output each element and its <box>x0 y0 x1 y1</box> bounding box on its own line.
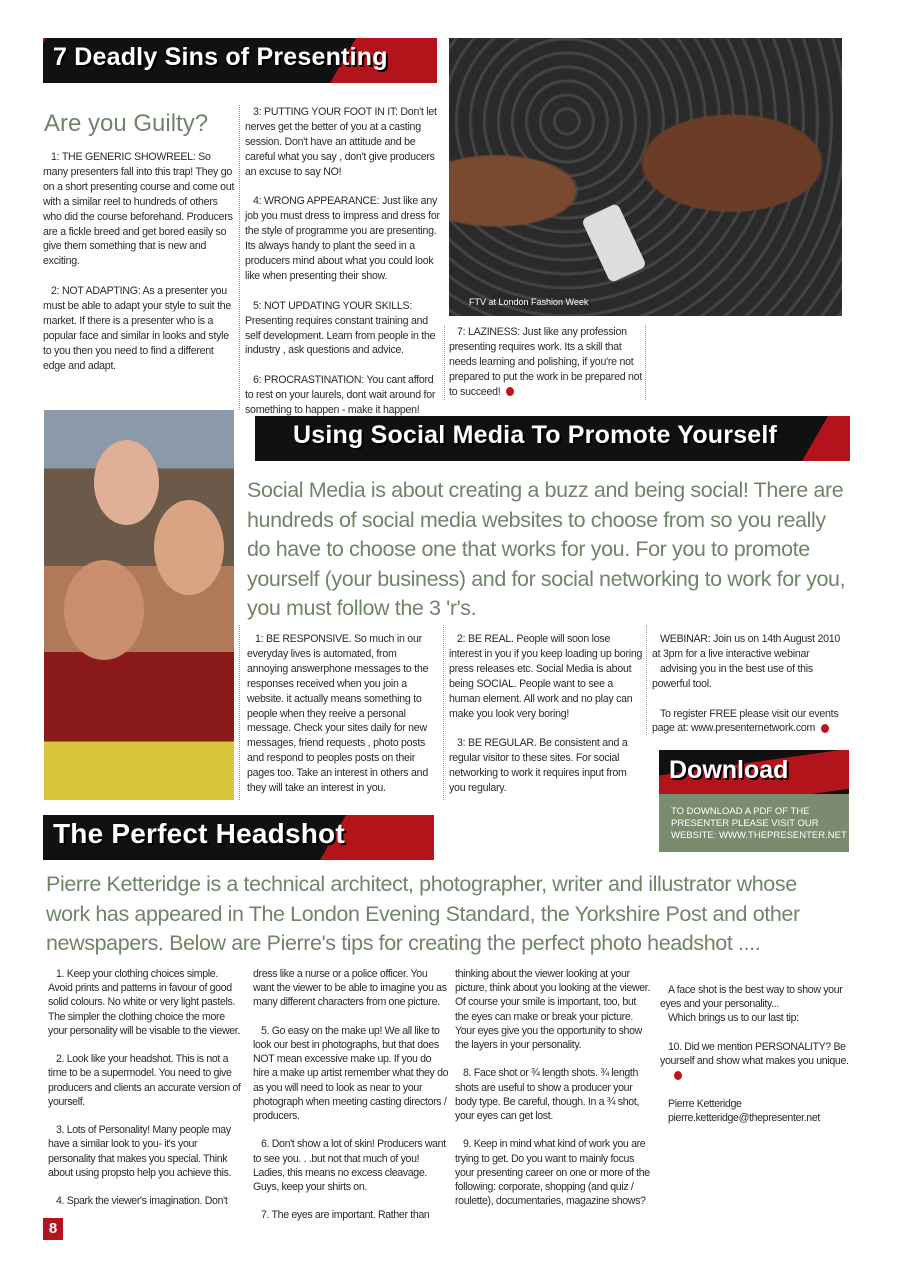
sins-column-2 <box>245 105 440 433</box>
headshot-column-4 <box>660 983 852 1139</box>
headshot-column-2 <box>253 967 449 1237</box>
sin-6: 6: PROCRASTINATION: You cant afford to rest on your laurels, dont wait around for something to happen - make it happen! <box>245 374 436 417</box>
tip-responsive: 1: BE RESPONSIVE. So much in our everyday lives is automated, from annoying answerphone messages to the responses received when you join a website. it actually means something to people when they reeive a personal message. Check your sites daily for new messages, friend requests , photo posts and respond to peoples posts on their pages too. Take an interest in others and they will take an interest in you. <box>247 633 429 795</box>
social-column-1 <box>247 632 439 811</box>
tip-10: 10. Did we mention PERSONALITY? Be yourself and show what makes you unique. <box>660 1040 849 1067</box>
tip-real: 2: BE REAL. People will soon lose interest in you if you keep loading up boring press releases etc. Social Media is about being SOCIAL. People want to see a human element. All work and no play can make you look very boring! <box>449 633 643 720</box>
end-bullet-icon <box>821 724 829 733</box>
column-divider <box>645 325 646 400</box>
download-text[interactable]: TO DOWNLOAD A PDF OF THE PRESENTER PLEASE VISIT OUR WEBSITE: WWW.THEPRESENTER.NET <box>659 794 849 852</box>
tip-1: 1. Keep your clothing choices simple. Avoid prints and patterns in favour of good solid colours. No white or very light pastels. The simpler the clothing choice the more your personality will be visable to the viewer. <box>48 968 240 1037</box>
webinar-text-cont: advising you in the best use of this powerful tool. <box>652 662 813 690</box>
sin-2: 2: NOT ADAPTING: As a presenter you must be able to adapt your style to suit the market. If there is a presenter who is a popular face and similar in looks and style to you then you need to find a different edge and adapt. <box>43 285 232 372</box>
face <box>154 500 224 595</box>
face-shot-text: A face shot is the best way to show your eyes and your personality... <box>660 984 843 1011</box>
page-number: 8 <box>43 1218 63 1240</box>
banner-title: 7 Deadly Sins of Presenting <box>53 43 388 71</box>
sin-7: 7: LAZINESS: Just like any profession presenting requires work. Its a skill that needs learning and polishing, if you're not prepared to put the work in be prepared not to succeed! <box>449 326 643 398</box>
tip-9: 9. Keep in mind what kind of work you are trying to get. Do you want to mainly focus your presenting career on one or more of the following: corporate, shopping (and quiz / roulette), documentaries, magazine shows? <box>455 1138 650 1208</box>
tip-7-cont: thinking about the viewer looking at your picture, think about you looking at the viewer. Of course your smile is important, too, but the eyes can make or break your picture. Your eyes give you the opportunity to show the layers in your personality. <box>455 968 650 1052</box>
column-divider <box>444 325 445 400</box>
tip-regular: 3: BE REGULAR. Be consistent and a regular visitor to these sites. For social networking to work it requires input from you regulary. <box>449 737 628 795</box>
author-name: Pierre Ketteridge <box>668 1097 742 1110</box>
tip-3: 3. Lots of Personality! Many people may have a similar look to you- it's your personality that makes you special. Think about using propsto help you achieve this. <box>48 1124 232 1179</box>
tip-2: 2. Look like your headshot. This is not a time to be a supermodel. You need to give producers and clients an accurate version of yourself. <box>48 1053 241 1108</box>
social-intro: Social Media is about creating a buzz and being social! There are hundreds of social media websites to choose from so you really do have to choose one that works for you. For you to promote yourself (your business) and for social networking to work for you, you must follow the 3 'r's. <box>247 478 846 620</box>
column-divider <box>443 625 444 800</box>
download-title: Download <box>669 756 789 784</box>
headshot-column-1 <box>48 967 244 1223</box>
sin-5: 5: NOT UPDATING YOUR SKILLS: Presenting requires constant training and self development. Learn from people in the industry , ask questions and advice. <box>245 299 436 357</box>
column-divider <box>239 105 240 410</box>
tip-7: 7. The eyes are important. Rather than <box>261 1209 430 1222</box>
banner-title: The Perfect Headshot <box>53 818 345 849</box>
social-column-3 <box>652 632 850 751</box>
headshot-column-3 <box>455 967 651 1223</box>
end-bullet-icon <box>506 387 514 396</box>
banner-deadly-sins <box>43 38 437 83</box>
register-text[interactable]: To register FREE please visit our events page at: www.presenternetwork.com <box>652 707 839 735</box>
face <box>64 560 144 660</box>
section-heading: Are you Guilty? <box>44 110 209 137</box>
banner-social-media <box>255 416 850 461</box>
tip-8: 8. Face shot or ¾ length shots. ¾ length shots are useful to show a producer your body type. Be careful, though. In a ¾ shot, your eyes can get lost. <box>455 1067 640 1123</box>
sin-3: 3: PUTTING YOUR FOOT IN IT: Don't let nerves get the better of you at a casting session. Don't have an attitude and be careful what you say , don't give producers an excuse to say NO! <box>245 106 437 178</box>
tip-6: 6. Don't show a lot of skin! Producers want to see you. . .but not that much of you! Ladies, this means no excess cleavage. Guys, keep your shirts on. <box>253 1138 446 1194</box>
headshot-intro: Pierre Ketteridge is a technical architect, photographer, writer and illustrator whose work has appeared in The London Evening Standard, the Yorkshire Post and other newspapers. Below are Pierre's tips for creating the perfect photo headshot .... <box>46 872 800 955</box>
tip-5: 5. Go easy on the make up! We all like to look our best in photographs, but that does NOT mean excessive make up. If you do hire a make up artist remember what they do as you will need to look as near to your photograph when meeting casting directors / producers. <box>253 1024 449 1123</box>
column-divider <box>239 625 240 800</box>
author-email[interactable]: pierre.ketteridge@thepresenter.net <box>668 1111 820 1124</box>
last-tip-lead: Which brings us to our last tip: <box>668 1012 799 1025</box>
social-column-2 <box>449 632 643 811</box>
download-header <box>659 750 849 794</box>
download-box[interactable] <box>659 750 849 852</box>
photo-ftv-fashion-week <box>449 38 842 316</box>
photo-caption: FTV at London Fashion Week <box>469 297 589 307</box>
tip-4: 4. Spark the viewer's imagination. Don't <box>56 1195 228 1208</box>
sins-column-3 <box>449 325 643 400</box>
banner-title: Using Social Media To Promote Yourself <box>293 421 778 449</box>
face <box>94 440 159 525</box>
banner-perfect-headshot <box>43 815 434 860</box>
column-divider <box>646 625 647 735</box>
microphone <box>581 203 647 283</box>
sin-1: 1: THE GENERIC SHOWREEL: So many presenters fall into this trap! They go on a short presenting course and come out with a similar reel to hundreds of others who did the course beforehand. Producers are a fickle breed and get bored easily so give them something that is new and exciting. <box>43 151 235 268</box>
webinar-text: WEBINAR: Join us on 14th August 2010 at 3pm for a live interactive webinar <box>652 633 841 660</box>
tip-4-cont: dress like a nurse or a police officer. You want the viewer to be able to imagine you as many different characters from one picture. <box>253 968 447 1009</box>
photo-group-friends <box>44 410 234 800</box>
sin-4: 4: WRONG APPEARANCE: Just like any job you must dress to impress and dress for the style of programme you are presenting. Its always handy to plant the seed in a producers mind about what you could look like when presenting their show. <box>245 195 440 282</box>
end-bullet-icon <box>674 1071 682 1080</box>
sins-column-1 <box>43 150 236 388</box>
